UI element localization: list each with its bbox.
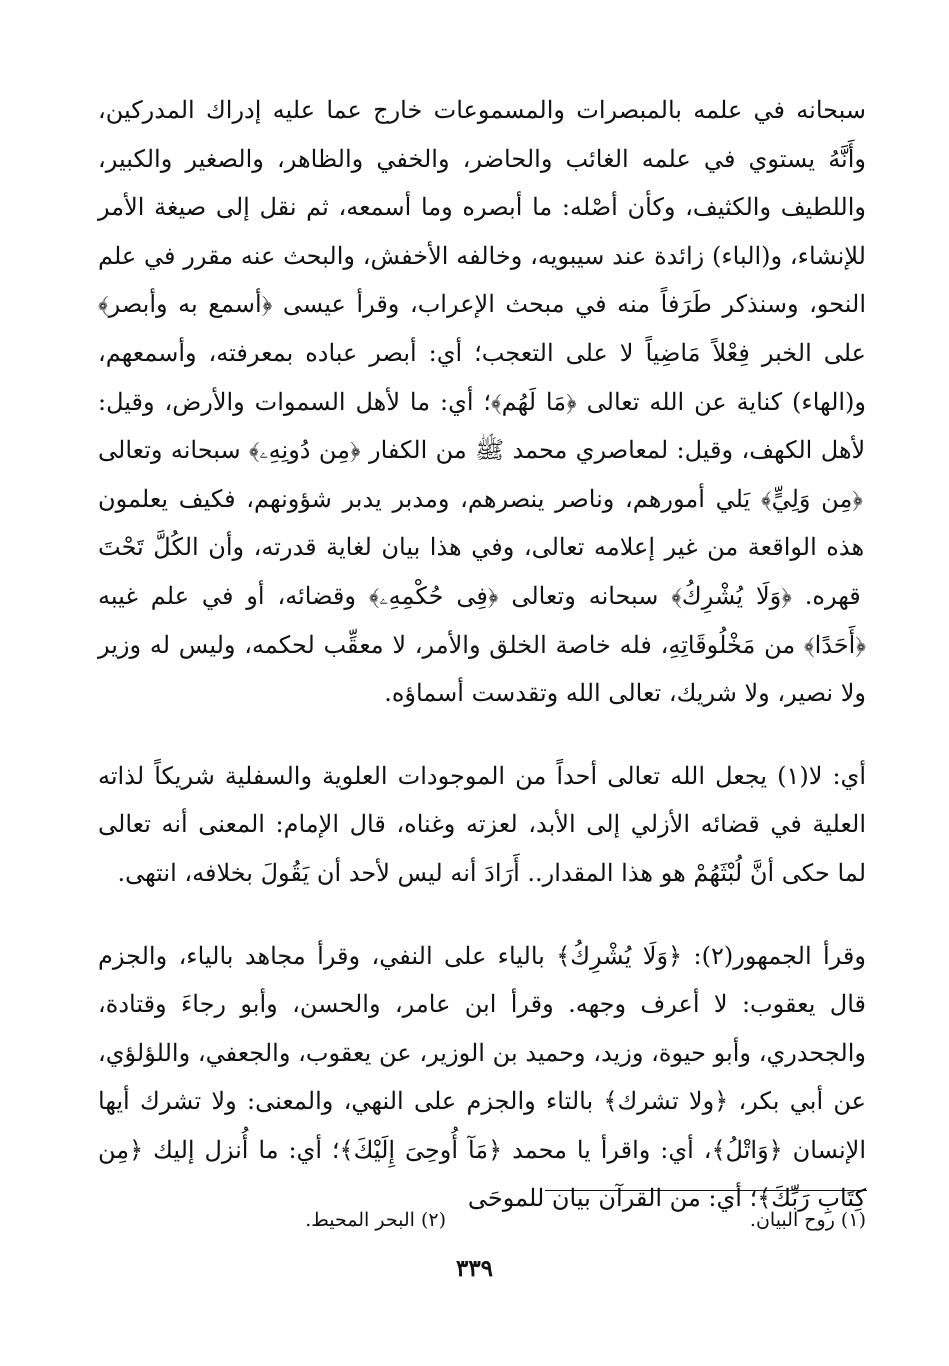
- paragraph-1: [98, 86, 866, 718]
- paragraph-gap: [98, 718, 866, 752]
- text-line: ﴿مِن وَلِيٍّ﴾ يَلي أمورهم، وناصر ينصرهم، ومدبر يدبر شؤونهم، فكيف يعلمون: [98, 484, 863, 513]
- footnote-divider: [545, 1190, 867, 1191]
- text-line: ﴿أَحَدًا﴾ من مَخْلُوقَاتِهِ، فله خاصة الخلق والأمر، لا معقِّب لحكمه، وليس له: [141, 630, 866, 659]
- paragraph-2: [98, 752, 866, 898]
- text-line: إِلَيْكَ﴾؛ أي: ما أُنزل إليك ﴿مِن كِتَابِ رَبِّكَ﴾؛ أي: من القرآن بيان للموحَى: [98, 1135, 866, 1213]
- text-line: يستوي في علمه الغائب والحاضر، والخفي والظاهر، والصغير والكبير، واللطيف: [98, 144, 866, 222]
- text-line: أي: لا(١) يجعل الله تعالى أحداً من الموجودات العلوية والسفلية شريكاً: [144, 761, 867, 790]
- text-line: والجزم قال يعقوب: لا أعرف وجهه. وقرأ ابن عامر، والحسن، وأبو رجاءَ: [98, 941, 866, 1019]
- text-line: سبحانه في علمه بالمبصرات والمسموعات خارج عما عليه إدراك المدركين، وأَنَّهُ: [98, 96, 866, 173]
- text-line: وقرأ الجمهور(٢): ﴿وَلَا يُشْرِكُ﴾ بالياء على النفي، وقرأ مجاهد بالياء،: [167, 941, 866, 970]
- text-line: لذاته العلية في قضائه الأزلي إلى الأبد، لعزته وغناه، قال الإمام: المعنى أنه: [98, 761, 866, 839]
- footnote-2: (٢) البحر المحيط.: [305, 1209, 446, 1231]
- text-line: الكهف، وقيل: لمعاصري محمد ﷺ من الكفار ﴿مِن دُونِهِۦ﴾ سبحانه وتعالى: [98, 436, 813, 465]
- text-line: والمعنى: ولا تشرك أيها الإنسان ﴿وَاتْلُ﴾، أي: واقرأ يا محمد ﴿مَآ أُوحِىَ: [98, 1087, 867, 1164]
- text-line: قهره. ﴿وَلَا يُشْرِكُ﴾ سبحانه وتعالى ﴿فِى حُكْمِهِۦ﴾ وقضائه، أو في علم غيبه: [98, 581, 861, 610]
- text-line: فِعْلاً مَاضِياً لا على التعجب؛ أي: أبصر عباده بمعرفته، وأسمعهم، و(الهاء): [98, 338, 866, 416]
- footnote-1: (١) روح البيان.: [749, 1209, 866, 1231]
- paragraph-3: [98, 932, 866, 1224]
- text-line: تعالى لما حكى أنَّ لُبْثَهُمْ هو هذا المقدار.. أَرَادَ أنه ليس لأحد أن يَقُولَ: [98, 810, 866, 887]
- text-line: وقتادة، والجحدري، وأبو حيوة، وزيد، وحميد بن الوزير، عن يعقوب،: [98, 990, 866, 1067]
- page-number: ٣٣٩: [455, 1255, 494, 1282]
- main-text: [98, 86, 866, 1223]
- text-line: والجعفي، واللؤلؤي، عن أبي بكر، ﴿ولا تشرك﴾ بالتاء والجزم على النهي،: [98, 1038, 866, 1116]
- text-line: وسنذكر طَرَفاً منه في مبحث الإعراب، وقرأ عيسى ﴿أسمع به وأبصر﴾ على الخبر: [98, 290, 867, 367]
- text-line: بخلافه، انتهى.: [117, 858, 253, 887]
- text-line: والكثيف، وكأن أصْله: ما أبصره وما أسمعه، ثم نقل إلى صيغة الأمر للإنشاء،: [98, 193, 866, 270]
- text-line: و(الباء) زائدة عند سيبويه، وخالفه الأخفش، والبحث عنه مقرر في علم النحو،: [98, 241, 866, 319]
- paragraph-gap: [98, 898, 866, 932]
- text-line: كناية عن الله تعالى ﴿مَا لَهُم﴾؛ أي: ما لأهل السموات والأرض، وقيل: لأهل: [98, 387, 866, 465]
- text-line: هذه الواقعة من غير إعلامه تعالى، وفي هذا بيان لغاية قدرته، وأن الكُلَّ تَحْتَ: [98, 533, 865, 562]
- text-line: وزير ولا نصير، ولا شريك، تعالى الله وتقدست أسماؤه.: [98, 630, 866, 708]
